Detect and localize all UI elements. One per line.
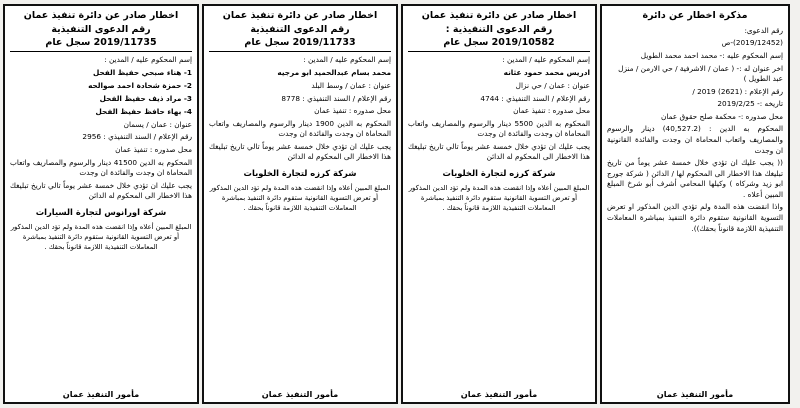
notice-3-header-line1: اخطار صادر عن دائرة تنفيذ عمان bbox=[421, 10, 577, 21]
notice-1-creditor: شركة اورانوس لتجارة السيارات bbox=[35, 206, 167, 217]
notice-3-address: عنوان : عمان / حي نزال bbox=[515, 80, 590, 90]
notice-3-warning: المبلغ المبين أعلاه وإذا انقضت هذه المدة ولم تؤد الدين المذكور أو تعرض التسوية القانونية ستقوم دائرة التنفيذ بمباشرة المعاملات التنفيذية اللازمة قانوناً بحقك . bbox=[408, 183, 590, 212]
notice-card-4 bbox=[600, 4, 790, 404]
notice-2-footer: مأمور التنفيذ عمان bbox=[261, 389, 339, 399]
notice-1-footer: مأمور التنفيذ عمان bbox=[62, 389, 140, 399]
notice-1-divider bbox=[10, 51, 192, 52]
notice-card-3 bbox=[401, 4, 597, 404]
notice-1-header-line3: 2019/11735 سجل عام bbox=[45, 36, 157, 48]
notice-4-header-line1: مذكرة اخطار عن دائرة bbox=[642, 10, 748, 21]
notice-2-warning: المبلغ المبين أعلاه وإذا انقضت هذه المدة ولم تؤد الدين المذكور أو تعرض التسوية القانونية ستقوم دائرة التنفيذ بمباشرة المعاملات التنفيذية اللازمة قانوناً بحقك . bbox=[209, 183, 391, 212]
notice-3-header-line2: رقم الدعوى التنفيذية : bbox=[445, 23, 553, 35]
notice-1-address: عنوان : عمان / يسمان bbox=[123, 119, 192, 129]
notice-card-1 bbox=[3, 4, 199, 404]
notice-3-debtor-name-1: ادريس محمد حمود عثانه bbox=[503, 68, 590, 78]
notice-1-debtor-name-2: 2- حمزة شحادة احمد صوالحه bbox=[88, 80, 192, 90]
notice-2-source: محل صدوره : تنفيذ عمان bbox=[314, 106, 391, 116]
notice-card-2 bbox=[202, 4, 398, 404]
notice-1-amount: المحكوم به الدين 41500 دينار والرسوم والمصاريف واتعاب المحاماة ان وجدت والفائدة ان وجدت bbox=[10, 157, 192, 178]
notice-1-debtor-name-3: 3- مراد ذيف حفيظ الفحل bbox=[99, 93, 192, 103]
notice-3-debtor-label: إسم المحكوم عليه / المدين : bbox=[502, 55, 590, 65]
notice-1-spacer bbox=[10, 252, 192, 386]
notice-2-spacer bbox=[209, 213, 391, 386]
notice-2-notice-text: يجب عليك ان تؤدي خلال خمسة عشر يوماً تالي تاريخ تبليغك هذا الاخطار الى المحكوم له الدائن bbox=[209, 141, 391, 162]
notice-2-header-line3: 2019/11733 سجل عام bbox=[244, 36, 356, 48]
notice-3-spacer bbox=[408, 213, 590, 386]
notice-3-footer: مأمور التنفيذ عمان bbox=[460, 389, 538, 399]
notice-2-header-line1: اخطار صادر عن دائرة تنفيذ عمان bbox=[222, 10, 378, 21]
notice-1-header-line1: اخطار صادر عن دائرة تنفيذ عمان bbox=[23, 10, 179, 21]
notice-2-divider bbox=[209, 51, 391, 52]
notice-4-debtor-label: إسم المحكوم عليه :- محمد احمد محمد الطويل bbox=[640, 50, 783, 60]
notice-3-amount: المحكوم به الدين 5500 دينار والرسوم والمصاريف واتعاب المحاماة ان وجدت والفائدة ان وجدت bbox=[408, 118, 590, 139]
notice-4-date: تاريخه :- 2019/2/25 bbox=[717, 99, 783, 109]
notice-2-address: عنوان : عمان / وسط البلد bbox=[311, 80, 391, 90]
notice-2-debtor-name-1: محمد بسام عبدالحميد ابو مرجيه bbox=[277, 68, 391, 78]
notice-4-case-number-label: رقم الدعوى: bbox=[744, 25, 783, 35]
notice-4-source: محل صدوره :- محكمة صلح حقوق عمان bbox=[661, 111, 783, 121]
notice-3-publication: رقم الإعلام / السند التنفيذي : 4744 bbox=[480, 93, 590, 103]
notice-4-address: اخر عنوان له :- ( عمان / الاشرفية / حي الارمن / منزل عبد الطويل ) bbox=[618, 63, 783, 84]
notice-2-header-line2: رقم الدعوى التنفيذية bbox=[250, 23, 350, 35]
notice-2-publication: رقم الإعلام / السند التنفيذي : 8778 bbox=[281, 93, 391, 103]
notice-1-source: محل صدوره : تنفيذ عمان bbox=[115, 144, 192, 154]
notice-2-amount: المحكوم به الدين 1900 دينار والرسوم والمصاريف واتعاب المحاماة ان وجدت والفائدة ان وجدت bbox=[209, 118, 391, 139]
notice-3-header-line3: 2019/10582 سجل عام bbox=[443, 36, 555, 48]
notice-4-warning: واذا انقضت هذه المدة ولم تؤدي الدين المذكور او تعرض التسوية القانونية ستقوم دائرة التنفيذ بمباشرة المعاملات التنفيذية اللازمة قانوناً بحقك)). bbox=[607, 202, 783, 233]
notice-4-amount: المحكوم به الدين : (40,527.2) دينار والرسوم والمصاريف واتعاب المحاماة ان وجدت والفائدة القانونية ان وجدت bbox=[607, 124, 783, 155]
notice-3-divider bbox=[408, 51, 590, 52]
notice-1-publication: رقم الإعلام / السند التنفيذي : 2956 bbox=[82, 132, 192, 142]
notice-3-source: محل صدوره : تنفيذ عمان bbox=[513, 106, 590, 116]
notice-4-spacer bbox=[607, 236, 783, 386]
notice-2-debtor-label: إسم المحكوم عليه / المدين : bbox=[303, 55, 391, 65]
notice-3-creditor: شركة كرزه لتجارة الخلويات bbox=[442, 168, 556, 178]
notice-1-notice-text: يجب عليك ان تؤدي خلال خمسة عشر يوماً تالي تاريخ تبليغك هذا الاخطار الى المحكوم له الدائن bbox=[10, 180, 192, 201]
notice-1-debtor-label: إسم المحكوم عليه / المدين : bbox=[104, 55, 192, 65]
notice-4-footer: مأمور التنفيذ عمان bbox=[656, 389, 734, 399]
notice-1-header-line2: رقم الدعوى التنفيذية bbox=[51, 23, 151, 35]
notice-3-notice-text: يجب عليك ان تؤدي خلال خمسة عشر يوماً تالي تاريخ تبليغك هذا الاخطار الى المحكوم له الدائن bbox=[408, 141, 590, 162]
notice-4-notice-text: (( يجب عليك ان تؤدي خلال خمسة عشر يوماً من تاريخ تبليغك هذا الاخطار الى المحكوم لها / الدائن ( شركة جورج ابو زيد وشركاه ) وكيلها المحامي أشرف أبو شرخ المبلغ المبين أعلاه . bbox=[607, 158, 783, 199]
notice-4-case-number: (2019/12452)-ص bbox=[721, 38, 783, 48]
notice-2-creditor: شركة كرزه لتجارة الخلويات bbox=[243, 168, 357, 178]
notice-1-warning: المبلغ المبين أعلاه وإذا انقضت هذه المدة ولم تؤد الدين المذكور أو تعرض التسوية القانونية ستقوم دائرة التنفيذ بمباشرة المعاملات التنفيذية اللازمة قانوناً بحقك . bbox=[10, 222, 192, 251]
notice-4-publication: رقم الإعلام : (2621) 2019 / bbox=[692, 86, 783, 96]
notice-1-debtor-name-1: 1- هناء صبحي حفيظ الفحل bbox=[92, 68, 192, 78]
notice-1-debtor-name-4: 4- بهاء حافظ حفيظ الفحل bbox=[95, 106, 192, 116]
